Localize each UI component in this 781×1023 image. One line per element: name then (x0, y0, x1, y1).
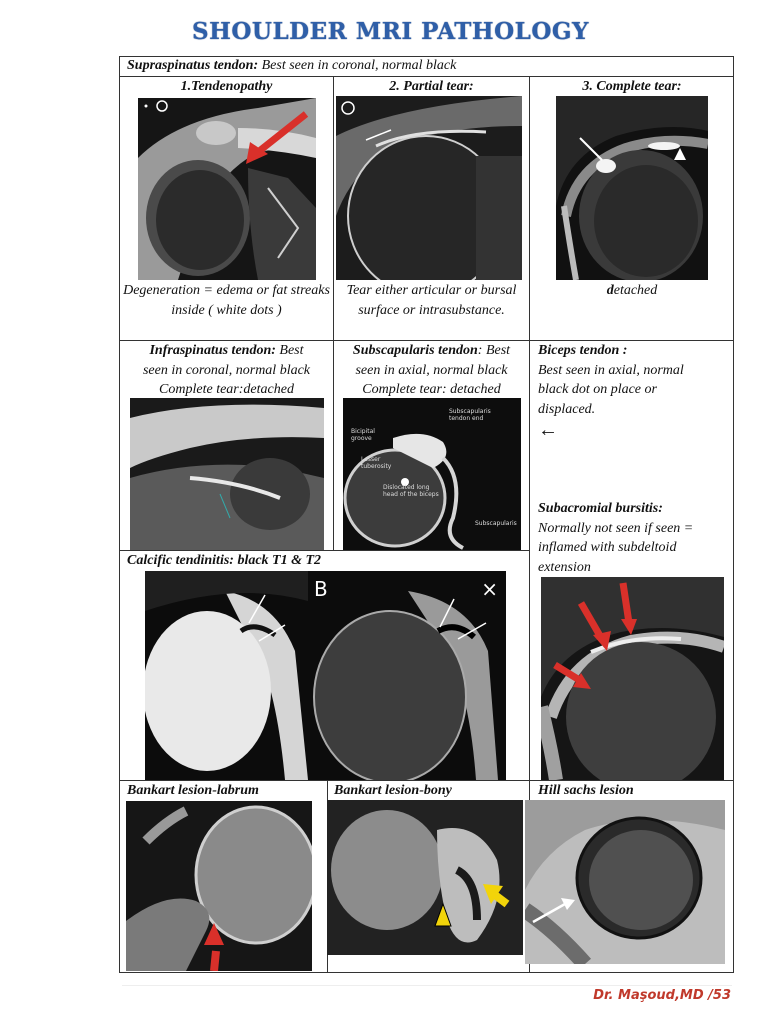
left-arrow-icon: ← (538, 419, 558, 441)
hill-sachs-heading: Hill sachs lesion (538, 783, 634, 798)
supraspinatus-heading: Supraspinatus tendon: Best seen in coronal, normal black (127, 58, 457, 73)
bankart-labrum-heading: Bankart lesion-labrum (127, 783, 259, 798)
complete-tear-title: 3. Complete tear: (582, 79, 682, 94)
tendinopathy-title: 1.Tendenopathy (180, 79, 273, 94)
partial-tear-caption: Tear either articular or bursal surface or intrasubstance. (346, 283, 517, 318)
subacromial-bursitis-mri-image (541, 577, 724, 780)
calcific-heading: Calcific tendinitis: black T1 & T2 (127, 553, 322, 568)
hill-sachs-mri-image (525, 800, 725, 964)
infraspinatus-text: Infraspinatus tendon: Best seen in coronal, normal black Complete tear:detached (142, 343, 311, 397)
bicipital-groove-label: Bicipital groove (351, 428, 375, 442)
partial-tear-title: 2. Partial tear: (389, 79, 474, 94)
subscapularis-tendon-end-label: Subscapularis tendon end (449, 408, 491, 422)
lesser-tuberosity-label: Lesser tuberosity (361, 456, 392, 470)
footer-rule (122, 985, 732, 986)
bankart-bony-mri-image (327, 800, 523, 955)
tendinopathy-mri-image (138, 98, 316, 280)
dislocated-biceps-label: Dislocated long head of the biceps (383, 484, 439, 498)
infraspinatus-mri-image (130, 398, 324, 550)
bankart-bony-heading: Bankart lesion-bony (334, 783, 452, 798)
page-footer: Dr. Maşoud,MD /53 (593, 988, 731, 1003)
page-title: SHOULDER MRI PATHOLOGY (192, 18, 589, 45)
tendinopathy-caption: Degeneration = edema or fat streaks inside ( white dots ) (123, 283, 330, 318)
calcific-t1-mri-image (145, 571, 308, 780)
partial-tear-mri-image (336, 96, 522, 280)
subscapularis-text: Subscapularis tendon: Best seen in axial, normal black Complete tear: detached (352, 343, 511, 397)
subscapularis-mri-image (343, 398, 521, 550)
complete-tear-mri-image (556, 96, 708, 280)
complete-tear-caption: detached (606, 283, 658, 298)
close-icon[interactable]: × (481, 577, 498, 601)
subscapularis-label: Subscapularis (475, 520, 517, 527)
panel-b-label: B (314, 577, 328, 601)
calcific-t2-mri-image (308, 571, 506, 780)
biceps-text: Biceps tendon : Best seen in axial, normal black dot on place or displaced. (538, 343, 684, 417)
subacromial-text: Subacromial bursitis: Normally not seen if seen = inflamed with subdeltoid extension (538, 501, 694, 575)
bankart-labrum-mri-image (126, 801, 312, 971)
